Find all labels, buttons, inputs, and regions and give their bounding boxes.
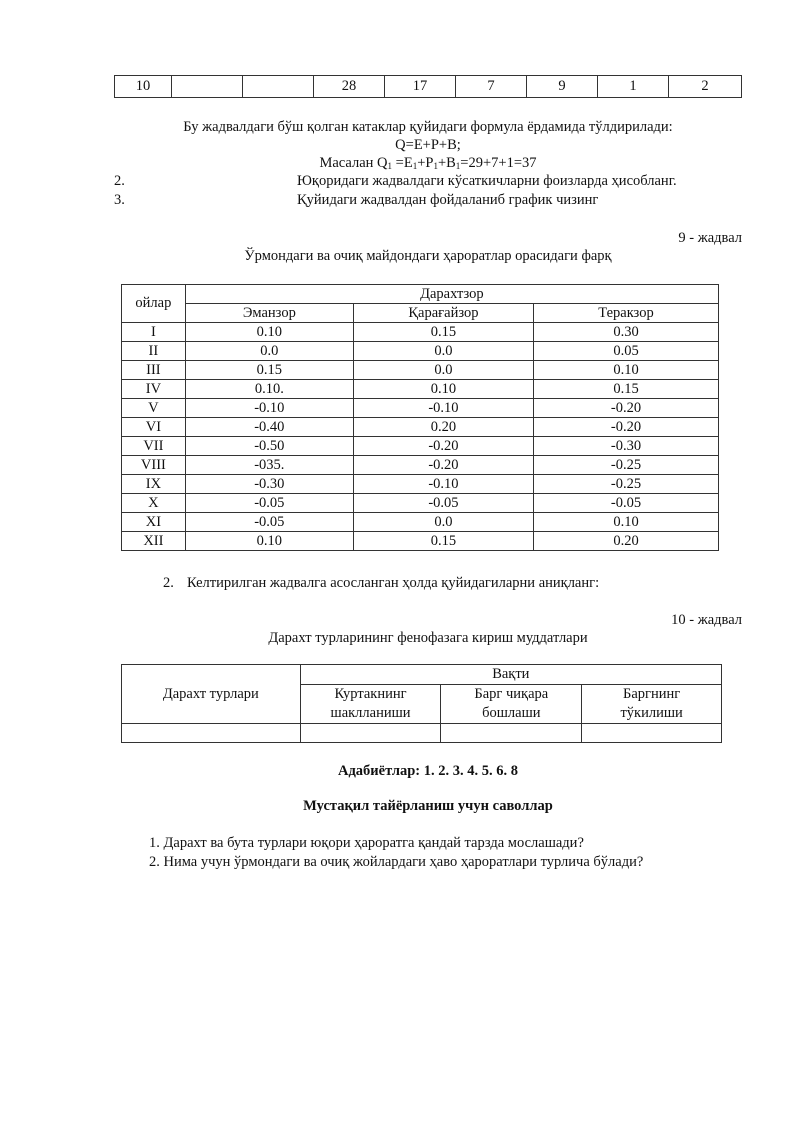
table-cell: 7	[456, 76, 527, 98]
value-cell: -0.25	[534, 475, 719, 494]
value-cell: -0.05	[534, 494, 719, 513]
table-row	[122, 456, 719, 475]
value-cell: -0.50	[185, 437, 353, 456]
column-header	[582, 685, 722, 724]
table-9-title: Ўрмондаги ва очиқ майдондаги ҳароратлар орасидаги фарқ	[244, 248, 612, 264]
month-cell: II	[122, 342, 186, 361]
subscript: 1	[412, 161, 418, 171]
month-cell: I	[122, 323, 186, 342]
task-number: 2.	[114, 173, 125, 189]
task-text: Юқоридаги жадвалдаги кўсаткичларни фоизларда ҳисобланг.	[297, 173, 677, 189]
value-cell: 0.30	[534, 323, 719, 342]
header-line: тўкилиши	[620, 705, 683, 721]
table-row	[122, 380, 719, 399]
value-cell: 0.10	[185, 323, 353, 342]
column-group-header: Вақти	[300, 665, 721, 685]
value-cell: -0.05	[185, 513, 353, 532]
example-part: =29+7+1=37	[460, 155, 537, 171]
table-cell: 17	[385, 76, 456, 98]
month-cell: XII	[122, 532, 186, 551]
value-cell: -0.10	[185, 399, 353, 418]
table-cell: 1	[598, 76, 669, 98]
value-cell: 0.20	[353, 418, 533, 437]
references: Адабиётлар: 1. 2. 3. 4. 5. 6. 8	[337, 763, 518, 779]
value-cell: 0.15	[353, 323, 533, 342]
table-row	[122, 399, 719, 418]
table-header-row	[122, 665, 722, 685]
table-cell	[243, 76, 314, 98]
table-row	[122, 437, 719, 456]
example-part: Масалан Q	[319, 155, 388, 171]
column-header: Қарағайзор	[353, 304, 533, 323]
table-cell	[122, 724, 301, 743]
value-cell: 0.15	[534, 380, 719, 399]
month-cell: IV	[122, 380, 186, 399]
value-cell: 0.05	[534, 342, 719, 361]
value-cell: -0.20	[353, 456, 533, 475]
value-cell: -0.40	[185, 418, 353, 437]
column-group-header: Дарахтзор	[185, 285, 718, 304]
value-cell: 0.15	[185, 361, 353, 380]
value-cell: 0.10	[185, 532, 353, 551]
table-cell	[441, 724, 582, 743]
question-item: 2. Нима учун ўрмондаги ва очиқ жойлардаги ҳаво ҳароратлари турлича бўлади?	[149, 854, 644, 870]
table-row	[115, 76, 742, 98]
table-9	[121, 284, 719, 551]
table-row	[122, 418, 719, 437]
value-cell: 0.10	[534, 513, 719, 532]
table-cell	[582, 724, 722, 743]
value-cell: 0.0	[353, 513, 533, 532]
header-line: шаклланиши	[330, 705, 411, 721]
value-cell: 0.10	[534, 361, 719, 380]
example-part: +P	[417, 155, 434, 171]
table-9-label: 9 - жадвал	[678, 230, 742, 246]
top-table	[114, 75, 742, 98]
value-cell: 0.15	[353, 532, 533, 551]
subscript: 1	[433, 161, 438, 171]
value-cell: 0.0	[185, 342, 353, 361]
value-cell: -0.10	[353, 475, 533, 494]
month-cell: X	[122, 494, 186, 513]
column-header-months: ойлар	[122, 285, 186, 323]
intro-line: Бу жадвалдаги бўш қолган катаклар қуйидаги формула ёрдамида тўлдирилади:	[183, 119, 673, 135]
month-cell: III	[122, 361, 186, 380]
value-cell: 0.0	[353, 342, 533, 361]
table-row	[122, 494, 719, 513]
table-row	[122, 323, 719, 342]
month-cell: XI	[122, 513, 186, 532]
value-cell: -035.	[185, 456, 353, 475]
value-cell: 0.20	[534, 532, 719, 551]
month-cell: VIII	[122, 456, 186, 475]
table-cell: 28	[314, 76, 385, 98]
month-cell: V	[122, 399, 186, 418]
table-cell	[300, 724, 441, 743]
table-cell: 9	[527, 76, 598, 98]
table-10-title: Дарахт турларининг фенофазага кириш муддатлари	[268, 630, 588, 646]
value-cell: -0.20	[353, 437, 533, 456]
header-line: Баргнинг	[623, 686, 681, 702]
table-9-body	[122, 323, 719, 551]
table-row	[122, 532, 719, 551]
column-header	[300, 685, 441, 724]
table-10	[121, 664, 722, 743]
table-cell	[172, 76, 243, 98]
table-row	[122, 513, 719, 532]
column-header	[441, 685, 582, 724]
value-cell: -0.25	[534, 456, 719, 475]
subscript: 1	[387, 161, 393, 171]
subscript: 1	[455, 161, 461, 171]
value-cell: 0.0	[353, 361, 533, 380]
example-part: +B	[437, 155, 456, 171]
header-line: Куртакнинг	[334, 686, 407, 702]
value-cell: -0.05	[185, 494, 353, 513]
questions-title: Мустақил тайёрланиш учун саволлар	[303, 798, 553, 814]
formula: Q=E+P+B;	[395, 137, 461, 153]
table-cell: 10	[115, 76, 172, 98]
table-row	[122, 724, 722, 743]
table-cell: 2	[669, 76, 742, 98]
value-cell: 0.10.	[185, 380, 353, 399]
header-line: Барг чиқара	[474, 686, 549, 702]
table-row	[122, 475, 719, 494]
value-cell: 0.10	[353, 380, 533, 399]
month-cell: IX	[122, 475, 186, 494]
question-item: 1. Дарахт ва бута турлари юқори ҳароратга қандай тарзда мослашади?	[149, 835, 584, 851]
column-header-species: Дарахт турлари	[122, 665, 301, 724]
column-header: Эманзор	[185, 304, 353, 323]
task-text: Келтирилган жадвалга асосланган ҳолда қуйидагиларни аниқланг:	[187, 575, 600, 591]
table-10-label: 10 - жадвал	[671, 612, 742, 628]
table-row	[122, 361, 719, 380]
value-cell: -0.20	[534, 399, 719, 418]
task-number: 2.	[163, 575, 174, 591]
task-text: Қуйидаги жадвалдан фойдаланиб график чизинг	[297, 192, 599, 208]
table-header-row	[122, 285, 719, 304]
month-cell: VII	[122, 437, 186, 456]
month-cell: VI	[122, 418, 186, 437]
value-cell: -0.30	[185, 475, 353, 494]
value-cell: -0.05	[353, 494, 533, 513]
table-row	[122, 342, 719, 361]
task-number: 3.	[114, 192, 125, 208]
value-cell: -0.20	[534, 418, 719, 437]
value-cell: -0.10	[353, 399, 533, 418]
example-part: =E	[392, 155, 413, 171]
header-line: бошлаши	[482, 705, 541, 721]
table-header-row	[122, 304, 719, 323]
value-cell: -0.30	[534, 437, 719, 456]
column-header: Теракзор	[534, 304, 719, 323]
